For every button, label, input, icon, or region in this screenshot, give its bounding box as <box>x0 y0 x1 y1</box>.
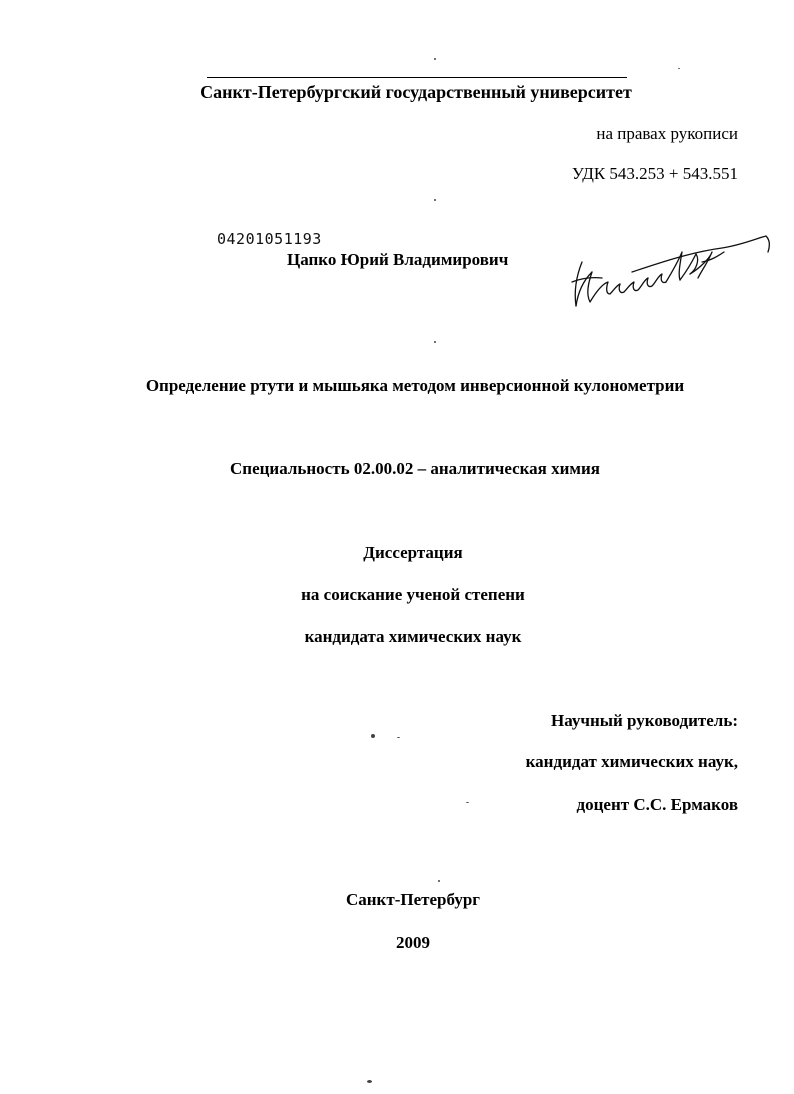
scan-speck <box>371 734 375 738</box>
scan-speck <box>367 1080 372 1083</box>
supervisor-degree: кандидат химических наук, <box>525 752 738 771</box>
degree-line-2: кандидата химических наук <box>304 627 522 646</box>
scan-speck <box>434 199 436 201</box>
scan-speck <box>397 737 400 738</box>
university-name: Санкт-Петербургский государственный университет <box>200 82 632 102</box>
scan-speck <box>466 802 469 803</box>
author-signature <box>562 222 774 314</box>
scan-speck <box>678 68 680 69</box>
supervisor-name: доцент С.С. Ермаков <box>576 795 738 814</box>
specialty: Специальность 02.00.02 – аналитическая химия <box>230 459 600 478</box>
scan-speck <box>434 58 436 60</box>
year: 2009 <box>396 933 430 952</box>
top-rule <box>207 77 627 78</box>
degree-line-1: на соискание ученой степени <box>301 585 525 604</box>
dissertation-title: Определение ртути и мышьяка методом инверсионной кулонометрии <box>145 376 685 395</box>
work-type: Диссертация <box>363 543 463 562</box>
city: Санкт-Петербург <box>345 890 481 909</box>
supervisor-label: Научный руководитель: <box>551 711 738 730</box>
author-name: Цапко Юрий Владимирович <box>287 250 509 269</box>
udc-code: УДК 543.253 + 543.551 <box>571 164 738 183</box>
scan-speck <box>438 880 440 882</box>
scan-speck <box>434 341 436 343</box>
registration-number: 04201051193 <box>217 230 322 248</box>
manuscript-note: на правах рукописи <box>596 124 738 143</box>
